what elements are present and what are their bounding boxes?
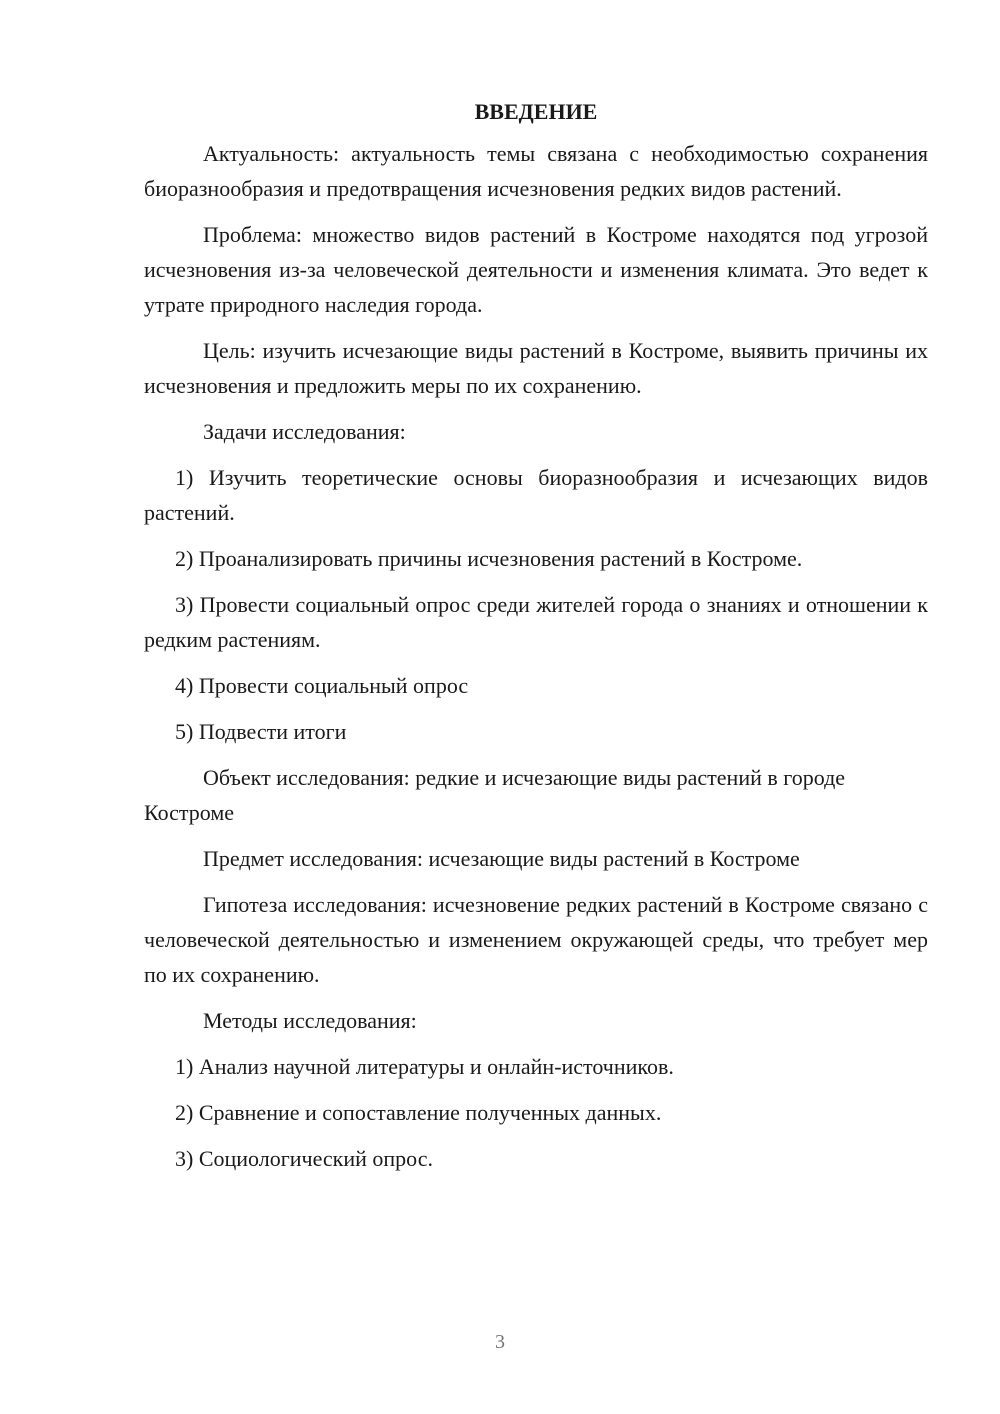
hypothesis-paragraph: Гипотеза исследования: исчезновение редких растений в Костроме связано с человеческой деятельностью и изменением окружающей среды, что требует мер по их сохранению. <box>144 892 928 987</box>
page-content <box>144 94 928 1187</box>
method-item: 1) Анализ научной литературы и онлайн-источников. <box>175 1054 674 1079</box>
methods-heading: Методы исследования: <box>203 1008 417 1033</box>
task-item: 5) Подвести итоги <box>175 719 347 744</box>
tasks-heading: Задачи исследования: <box>203 419 406 444</box>
goal-paragraph: Цель: изучить исчезающие виды растений в Костроме, выявить причины их исчезновения и предложить меры по их сохранению. <box>144 338 928 398</box>
method-item: 2) Сравнение и сопоставление полученных данных. <box>175 1100 662 1125</box>
section-heading: ВВЕДЕНИЕ <box>474 99 598 124</box>
task-item: 4) Провести социальный опрос <box>175 673 469 698</box>
problem-paragraph: Проблема: множество видов растений в Костроме находятся под угрозой исчезновения из-за человеческой деятельности и изменения климата. Это ведет к утрате природного наследия города. <box>144 222 928 317</box>
page-number: 3 <box>495 1331 505 1353</box>
task-item: 3) Провести социальный опрос среди жителей города о знаниях и отношении к редким растениям. <box>144 592 928 652</box>
method-item: 3) Социологический опрос. <box>175 1146 433 1171</box>
subject-paragraph: Предмет исследования: исчезающие виды растений в Костроме <box>203 846 800 871</box>
task-item: 2) Проанализировать причины исчезновения растений в Костроме. <box>175 546 803 571</box>
relevance-paragraph: Актуальность: актуальность темы связана с необходимостью сохранения биоразнообразия и предотвращения исчезновения редких видов растений. <box>144 141 928 201</box>
object-paragraph: Объект исследования: редкие и исчезающие виды растений в городе Костроме <box>144 765 846 825</box>
task-item: 1) Изучить теоретические основы биоразнообразия и исчезающих видов растений. <box>144 465 928 525</box>
